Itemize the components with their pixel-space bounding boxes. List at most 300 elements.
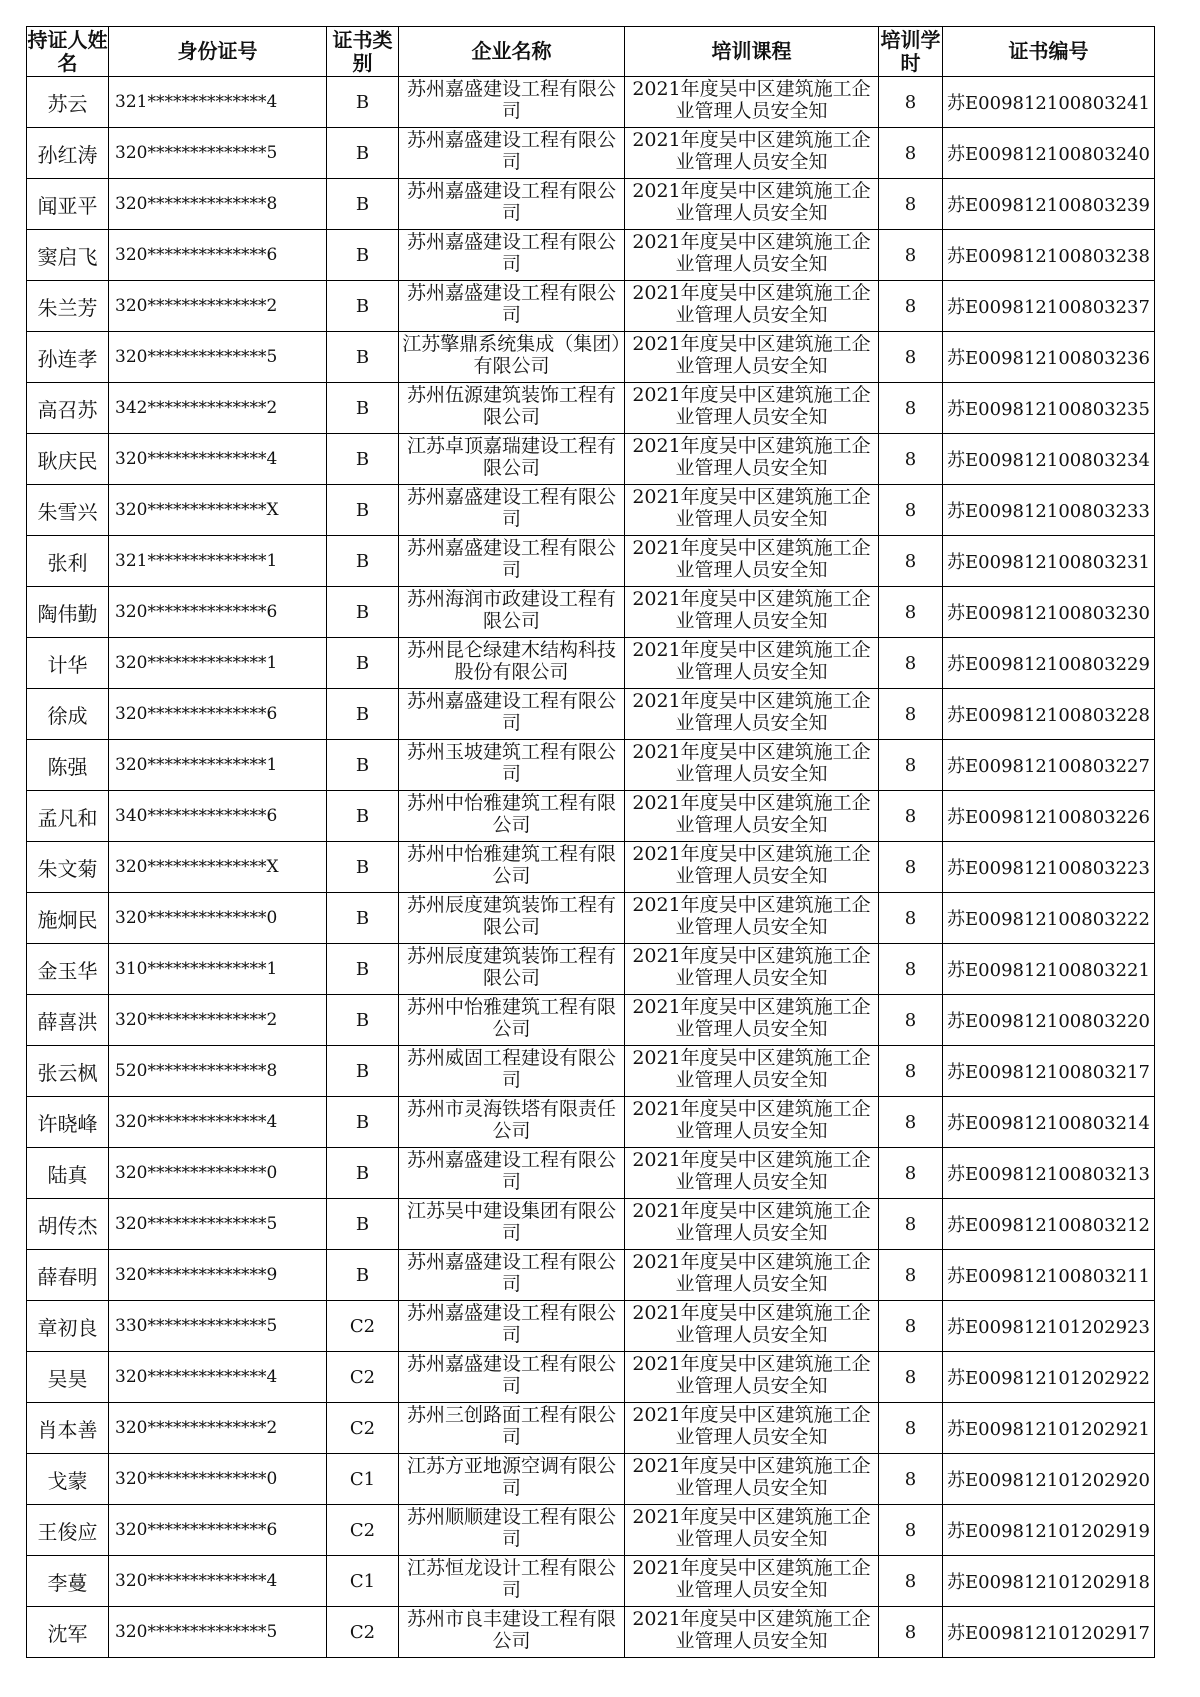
cell-course-text: 2021年度吴中区建筑施工企业管理人员安全知: [632, 1352, 871, 1397]
table-row: [27, 995, 1155, 1046]
cell-cert: 苏E009812100803211: [943, 1250, 1155, 1301]
table-row: [27, 842, 1155, 893]
cell-type: B: [327, 689, 399, 740]
cell-hours: 8: [879, 1505, 943, 1556]
cell-id: 320**************4: [109, 1352, 327, 1403]
cell-hours: 8: [879, 179, 943, 230]
table-row: [27, 740, 1155, 791]
cell-company: [399, 1199, 625, 1250]
cell-course: [625, 383, 879, 434]
cell-cert: 苏E009812100803214: [943, 1097, 1155, 1148]
cell-company: [399, 77, 625, 128]
table-row: [27, 1301, 1155, 1352]
cell-id: 320**************2: [109, 281, 327, 332]
cell-company: [399, 1556, 625, 1607]
cell-company: [399, 995, 625, 1046]
cell-company: [399, 944, 625, 995]
cell-course: [625, 1556, 879, 1607]
cell-company-text: 苏州中怡雅建筑工程有限公司: [406, 995, 616, 1040]
table-row: [27, 1556, 1155, 1607]
table-row: [27, 1097, 1155, 1148]
cell-company: [399, 689, 625, 740]
cell-name: 吴昊: [27, 1352, 109, 1403]
cell-course-text: 2021年度吴中区建筑施工企业管理人员安全知: [632, 485, 871, 530]
cell-course-text: 2021年度吴中区建筑施工企业管理人员安全知: [632, 1607, 871, 1652]
header-course: 培训课程: [625, 27, 879, 77]
cell-cert: 苏E009812100803240: [943, 128, 1155, 179]
cell-company-text: 苏州辰度建筑装饰工程有限公司: [406, 893, 616, 938]
cell-course: [625, 1097, 879, 1148]
cell-course: [625, 1403, 879, 1454]
cell-course-text: 2021年度吴中区建筑施工企业管理人员安全知: [632, 281, 871, 326]
cell-hours: 8: [879, 332, 943, 383]
cell-course-text: 2021年度吴中区建筑施工企业管理人员安全知: [632, 944, 871, 989]
cell-course-text: 2021年度吴中区建筑施工企业管理人员安全知: [632, 1505, 871, 1550]
table-row: [27, 383, 1155, 434]
table-body: [27, 77, 1155, 1658]
cell-type: C2: [327, 1607, 399, 1658]
cell-course-text: 2021年度吴中区建筑施工企业管理人员安全知: [632, 230, 871, 275]
cell-company-text: 苏州嘉盛建设工程有限公司: [406, 1352, 616, 1397]
cell-company-text: 苏州嘉盛建设工程有限公司: [406, 485, 616, 530]
cell-id: 320**************6: [109, 689, 327, 740]
cell-cert: 苏E009812100803226: [943, 791, 1155, 842]
cell-id: 320**************0: [109, 1454, 327, 1505]
cell-course-text: 2021年度吴中区建筑施工企业管理人员安全知: [632, 1403, 871, 1448]
cell-cert: 苏E009812101202917: [943, 1607, 1155, 1658]
cell-course: [625, 281, 879, 332]
cell-name: 戈蒙: [27, 1454, 109, 1505]
cell-course: [625, 485, 879, 536]
cell-type: B: [327, 1250, 399, 1301]
cell-type: B: [327, 1046, 399, 1097]
cell-cert: 苏E009812100803239: [943, 179, 1155, 230]
table-row: [27, 893, 1155, 944]
table-row: [27, 1352, 1155, 1403]
cell-id: 321**************4: [109, 77, 327, 128]
cell-course-text: 2021年度吴中区建筑施工企业管理人员安全知: [632, 689, 871, 734]
cell-id: 320**************4: [109, 1556, 327, 1607]
cell-company: [399, 1148, 625, 1199]
cell-company-text: 苏州嘉盛建设工程有限公司: [406, 128, 616, 173]
cell-name: 金玉华: [27, 944, 109, 995]
cell-name: 朱雪兴: [27, 485, 109, 536]
cell-company-text: 苏州嘉盛建设工程有限公司: [406, 230, 616, 275]
header-type: 证书类别: [327, 27, 399, 77]
cell-hours: 8: [879, 536, 943, 587]
cell-company-text: 苏州嘉盛建设工程有限公司: [406, 1250, 616, 1295]
cell-course-text: 2021年度吴中区建筑施工企业管理人员安全知: [632, 1046, 871, 1091]
cell-company-text: 苏州伍源建筑装饰工程有限公司: [406, 383, 616, 428]
cell-id: 342**************2: [109, 383, 327, 434]
cell-company: [399, 281, 625, 332]
cell-type: B: [327, 587, 399, 638]
cell-company-text: 苏州昆仑绿建木结构科技股份有限公司: [406, 638, 616, 683]
cell-name: 朱文菊: [27, 842, 109, 893]
cell-type: C1: [327, 1454, 399, 1505]
cell-id: 320**************2: [109, 995, 327, 1046]
cell-company: [399, 587, 625, 638]
cell-company: [399, 1352, 625, 1403]
cell-hours: 8: [879, 1454, 943, 1505]
cell-id: 320**************X: [109, 842, 327, 893]
cell-id: 320**************4: [109, 1097, 327, 1148]
cell-name: 施炯民: [27, 893, 109, 944]
cell-type: B: [327, 1199, 399, 1250]
table-row: [27, 944, 1155, 995]
cell-course: [625, 1199, 879, 1250]
cell-company-text: 苏州市良丰建设工程有限公司: [406, 1607, 616, 1652]
cell-cert: 苏E009812100803221: [943, 944, 1155, 995]
cell-cert: 苏E009812101202922: [943, 1352, 1155, 1403]
cell-cert: 苏E009812100803223: [943, 842, 1155, 893]
cell-company: [399, 1505, 625, 1556]
cell-name: 孟凡和: [27, 791, 109, 842]
cell-hours: 8: [879, 230, 943, 281]
cell-id: 320**************1: [109, 740, 327, 791]
cell-course: [625, 842, 879, 893]
cell-id: 340**************6: [109, 791, 327, 842]
cell-course-text: 2021年度吴中区建筑施工企业管理人员安全知: [632, 1556, 871, 1601]
cell-course: [625, 128, 879, 179]
cell-company-text: 苏州海润市政建设工程有限公司: [406, 587, 616, 632]
cell-id: 320**************5: [109, 332, 327, 383]
header-name: 持证人姓名: [27, 27, 108, 75]
cell-company-text: 苏州嘉盛建设工程有限公司: [406, 179, 616, 224]
cell-course: [625, 1301, 879, 1352]
header-company: 企业名称: [399, 27, 625, 77]
cell-company: [399, 230, 625, 281]
cell-course-text: 2021年度吴中区建筑施工企业管理人员安全知: [632, 1250, 871, 1295]
cell-cert: 苏E009812101202918: [943, 1556, 1155, 1607]
cell-hours: 8: [879, 434, 943, 485]
cell-type: B: [327, 893, 399, 944]
header-hours: 培训学时: [880, 27, 941, 75]
cell-course: [625, 995, 879, 1046]
cell-type: B: [327, 1097, 399, 1148]
cell-company: [399, 536, 625, 587]
cell-type: B: [327, 995, 399, 1046]
cell-company: [399, 128, 625, 179]
cell-hours: 8: [879, 77, 943, 128]
cell-course-text: 2021年度吴中区建筑施工企业管理人员安全知: [632, 842, 871, 887]
table-row: [27, 689, 1155, 740]
cell-id: 320**************4: [109, 434, 327, 485]
cell-id: 320**************6: [109, 587, 327, 638]
cell-course: [625, 536, 879, 587]
cell-company-text: 苏州玉坡建筑工程有限公司: [406, 740, 616, 785]
cell-hours: 8: [879, 1148, 943, 1199]
cell-hours: 8: [879, 1352, 943, 1403]
cell-cert: 苏E009812100803227: [943, 740, 1155, 791]
header-id: 身份证号: [109, 27, 327, 77]
cell-type: B: [327, 230, 399, 281]
cell-course: [625, 1505, 879, 1556]
cell-course: [625, 1352, 879, 1403]
cell-course: [625, 1046, 879, 1097]
cell-type: C1: [327, 1556, 399, 1607]
cell-hours: 8: [879, 842, 943, 893]
cell-course-text: 2021年度吴中区建筑施工企业管理人员安全知: [632, 383, 871, 428]
cell-cert: 苏E009812100803222: [943, 893, 1155, 944]
cell-company-text: 苏州嘉盛建设工程有限公司: [406, 77, 616, 122]
cell-name: 陶伟勤: [27, 587, 109, 638]
cell-hours: 8: [879, 1046, 943, 1097]
cell-type: C2: [327, 1403, 399, 1454]
cell-hours: 8: [879, 638, 943, 689]
cell-cert: 苏E009812100803230: [943, 587, 1155, 638]
table-row: [27, 434, 1155, 485]
cell-company-text: 江苏恒龙设计工程有限公司: [406, 1556, 616, 1601]
cell-hours: 8: [879, 485, 943, 536]
cell-type: B: [327, 77, 399, 128]
cell-course: [625, 1607, 879, 1658]
cell-id: 320**************5: [109, 1199, 327, 1250]
cell-name: 胡传杰: [27, 1199, 109, 1250]
cell-id: 320**************6: [109, 1505, 327, 1556]
cell-cert: 苏E009812101202923: [943, 1301, 1155, 1352]
cell-type: B: [327, 740, 399, 791]
cell-hours: 8: [879, 1556, 943, 1607]
cell-company-text: 江苏吴中建设集团有限公司: [406, 1199, 616, 1244]
cell-type: C2: [327, 1301, 399, 1352]
cell-id: 320**************1: [109, 638, 327, 689]
cell-course: [625, 587, 879, 638]
cell-cert: 苏E009812100803238: [943, 230, 1155, 281]
cell-type: B: [327, 536, 399, 587]
cell-course: [625, 77, 879, 128]
table-row: [27, 587, 1155, 638]
cell-name: 王俊应: [27, 1505, 109, 1556]
cell-course-text: 2021年度吴中区建筑施工企业管理人员安全知: [632, 791, 871, 836]
cell-name: 章初良: [27, 1301, 109, 1352]
cell-course-text: 2021年度吴中区建筑施工企业管理人员安全知: [632, 434, 871, 479]
cell-cert: 苏E009812101202920: [943, 1454, 1155, 1505]
cell-cert: 苏E009812100803213: [943, 1148, 1155, 1199]
cell-type: C2: [327, 1352, 399, 1403]
cell-hours: 8: [879, 587, 943, 638]
cell-name: 孙红涛: [27, 128, 109, 179]
cell-id: 320**************8: [109, 179, 327, 230]
cell-name: 陆真: [27, 1148, 109, 1199]
cell-type: B: [327, 434, 399, 485]
cell-id: 320**************2: [109, 1403, 327, 1454]
cell-id: 320**************9: [109, 1250, 327, 1301]
cell-name: 窦启飞: [27, 230, 109, 281]
cell-company: [399, 791, 625, 842]
cell-company: [399, 485, 625, 536]
cell-company-text: 江苏卓顶嘉瑞建设工程有限公司: [406, 434, 616, 479]
cell-cert: 苏E009812100803220: [943, 995, 1155, 1046]
cell-course-text: 2021年度吴中区建筑施工企业管理人员安全知: [632, 332, 871, 377]
cell-company: [399, 1097, 625, 1148]
cell-hours: 8: [879, 1250, 943, 1301]
cell-type: B: [327, 383, 399, 434]
cell-id: 330**************5: [109, 1301, 327, 1352]
cell-cert: 苏E009812100803212: [943, 1199, 1155, 1250]
cell-hours: 8: [879, 1301, 943, 1352]
table-row: [27, 230, 1155, 281]
cell-hours: 8: [879, 383, 943, 434]
cell-cert: 苏E009812100803231: [943, 536, 1155, 587]
cell-name: 陈强: [27, 740, 109, 791]
cell-company-text: 江苏擎鼎系统集成（集团）有限公司: [402, 332, 621, 377]
cell-hours: 8: [879, 689, 943, 740]
cell-course-text: 2021年度吴中区建筑施工企业管理人员安全知: [632, 995, 871, 1040]
cell-name: 朱兰芳: [27, 281, 109, 332]
cell-name: 李蔓: [27, 1556, 109, 1607]
header-cert: 证书编号: [943, 27, 1155, 77]
cell-course: [625, 332, 879, 383]
cell-course-text: 2021年度吴中区建筑施工企业管理人员安全知: [632, 1301, 871, 1346]
cell-type: B: [327, 842, 399, 893]
cell-cert: 苏E009812101202921: [943, 1403, 1155, 1454]
table-row: [27, 638, 1155, 689]
cell-id: 320**************X: [109, 485, 327, 536]
cell-name: 薛春明: [27, 1250, 109, 1301]
table-row: [27, 1148, 1155, 1199]
cell-type: B: [327, 638, 399, 689]
cell-company: [399, 1250, 625, 1301]
cell-cert: 苏E009812100803237: [943, 281, 1155, 332]
cell-hours: 8: [879, 740, 943, 791]
cell-course-text: 2021年度吴中区建筑施工企业管理人员安全知: [632, 740, 871, 785]
cell-id: 320**************0: [109, 893, 327, 944]
table-row: [27, 1505, 1155, 1556]
cell-company-text: 苏州嘉盛建设工程有限公司: [406, 1301, 616, 1346]
cell-cert: 苏E009812100803228: [943, 689, 1155, 740]
cell-cert: 苏E009812100803241: [943, 77, 1155, 128]
cell-course: [625, 230, 879, 281]
cell-company: [399, 842, 625, 893]
cell-id: 320**************6: [109, 230, 327, 281]
cell-course: [625, 1148, 879, 1199]
cell-company: [399, 383, 625, 434]
cell-type: B: [327, 944, 399, 995]
cell-course-text: 2021年度吴中区建筑施工企业管理人员安全知: [632, 179, 871, 224]
cell-hours: 8: [879, 944, 943, 995]
cell-hours: 8: [879, 1199, 943, 1250]
cell-course-text: 2021年度吴中区建筑施工企业管理人员安全知: [632, 128, 871, 173]
cell-hours: 8: [879, 1403, 943, 1454]
cell-company-text: 苏州三创路面工程有限公司: [406, 1403, 616, 1448]
cell-hours: 8: [879, 281, 943, 332]
cell-hours: 8: [879, 128, 943, 179]
cell-name: 沈军: [27, 1607, 109, 1658]
cell-type: B: [327, 791, 399, 842]
cell-company: [399, 1403, 625, 1454]
cell-company-text: 苏州顺顺建设工程有限公司: [406, 1505, 616, 1550]
cell-type: B: [327, 1148, 399, 1199]
cell-name: 计华: [27, 638, 109, 689]
cell-name: 闻亚平: [27, 179, 109, 230]
cell-name: 张利: [27, 536, 109, 587]
cell-cert: 苏E009812101202919: [943, 1505, 1155, 1556]
cell-company-text: 苏州嘉盛建设工程有限公司: [406, 689, 616, 734]
cell-company-text: 苏州中怡雅建筑工程有限公司: [406, 791, 616, 836]
cell-company-text: 苏州威固工程建设有限公司: [406, 1046, 616, 1091]
cell-course: [625, 893, 879, 944]
cell-name: 薛喜洪: [27, 995, 109, 1046]
cell-name: 耿庆民: [27, 434, 109, 485]
cell-id: 520**************8: [109, 1046, 327, 1097]
table-row: [27, 1454, 1155, 1505]
table-row: [27, 281, 1155, 332]
cell-type: B: [327, 179, 399, 230]
cell-course: [625, 791, 879, 842]
cell-course-text: 2021年度吴中区建筑施工企业管理人员安全知: [632, 1199, 871, 1244]
cell-name: 高召苏: [27, 383, 109, 434]
cell-name: 张云枫: [27, 1046, 109, 1097]
cell-id: 320**************0: [109, 1148, 327, 1199]
cell-course: [625, 944, 879, 995]
cell-company: [399, 1046, 625, 1097]
cell-course-text: 2021年度吴中区建筑施工企业管理人员安全知: [632, 1097, 871, 1142]
table-row: [27, 536, 1155, 587]
cell-company-text: 苏州中怡雅建筑工程有限公司: [406, 842, 616, 887]
cell-id: 310**************1: [109, 944, 327, 995]
cell-course-text: 2021年度吴中区建筑施工企业管理人员安全知: [632, 77, 871, 122]
cell-id: 320**************5: [109, 1607, 327, 1658]
cell-course-text: 2021年度吴中区建筑施工企业管理人员安全知: [632, 1454, 871, 1499]
cell-course-text: 2021年度吴中区建筑施工企业管理人员安全知: [632, 587, 871, 632]
cell-name: 苏云: [27, 77, 109, 128]
table-row: [27, 128, 1155, 179]
cell-course: [625, 638, 879, 689]
cell-company: [399, 638, 625, 689]
table-row: [27, 179, 1155, 230]
cell-type: B: [327, 281, 399, 332]
table-row: [27, 791, 1155, 842]
cell-company-text: 江苏方亚地源空调有限公司: [406, 1454, 616, 1499]
cell-course-text: 2021年度吴中区建筑施工企业管理人员安全知: [632, 536, 871, 581]
cell-course: [625, 179, 879, 230]
cell-company: [399, 332, 625, 383]
cell-course: [625, 689, 879, 740]
cell-type: B: [327, 128, 399, 179]
cell-hours: 8: [879, 1097, 943, 1148]
cell-type: B: [327, 485, 399, 536]
cell-company-text: 苏州嘉盛建设工程有限公司: [406, 1148, 616, 1193]
cell-company: [399, 1607, 625, 1658]
cell-type: C2: [327, 1505, 399, 1556]
cell-cert: 苏E009812100803236: [943, 332, 1155, 383]
cell-company: [399, 1454, 625, 1505]
cell-hours: 8: [879, 791, 943, 842]
table-row: [27, 77, 1155, 128]
cell-course: [625, 1250, 879, 1301]
cell-id: 320**************5: [109, 128, 327, 179]
cell-name: 孙连孝: [27, 332, 109, 383]
table-row: [27, 1607, 1155, 1658]
cell-company: [399, 893, 625, 944]
cell-hours: 8: [879, 893, 943, 944]
cell-cert: 苏E009812100803234: [943, 434, 1155, 485]
cell-cert: 苏E009812100803229: [943, 638, 1155, 689]
cell-type: B: [327, 332, 399, 383]
header-row: [27, 27, 1155, 77]
cell-course: [625, 740, 879, 791]
cell-id: 321**************1: [109, 536, 327, 587]
certificate-table: [26, 26, 1155, 1658]
cell-company-text: 苏州市灵海铁塔有限责任公司: [406, 1097, 616, 1142]
cell-company-text: 苏州嘉盛建设工程有限公司: [406, 281, 616, 326]
cell-cert: 苏E009812100803235: [943, 383, 1155, 434]
cell-company: [399, 434, 625, 485]
table-row: [27, 1403, 1155, 1454]
cell-company-text: 苏州嘉盛建设工程有限公司: [406, 536, 616, 581]
cell-company: [399, 740, 625, 791]
